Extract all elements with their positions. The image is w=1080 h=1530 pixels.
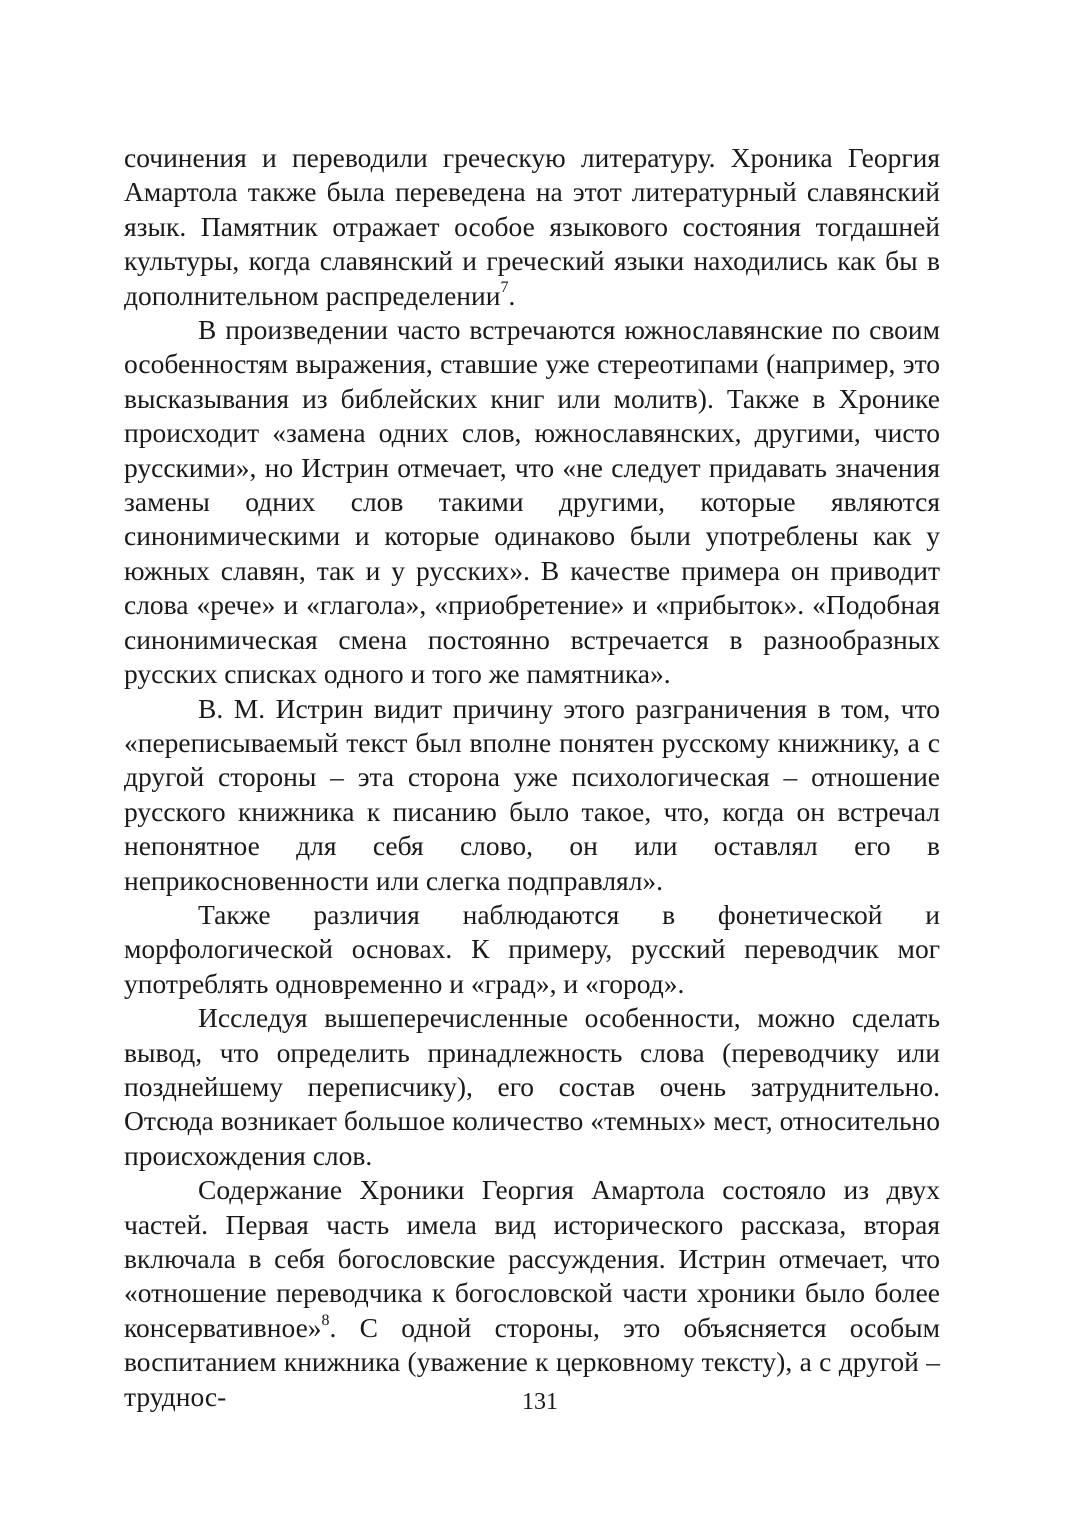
paragraph — [124, 692, 940, 898]
paragraph-text: Также различия наблюдаются в фонетической и морфологической основах. К примеру, русский переводчик мог употреблять одновременно и «град», и «город». — [124, 898, 940, 999]
paragraph — [124, 1001, 940, 1173]
footnote-marker: 8 — [321, 1311, 330, 1329]
paragraph-text: сочинения и переводили греческую литературу. Хроника Георгия Амартола также была переведена на этот литературный славянский язык. Памятник отражает особое языкового состояния тогдашней культуры, когда славянский и греческий языки находились как бы в дополнительном распределении — [124, 142, 940, 311]
paragraph-tail: . — [508, 279, 516, 311]
body-text — [124, 141, 940, 1414]
paragraph — [124, 141, 940, 313]
paragraph — [124, 313, 940, 691]
page-number: 131 — [522, 1389, 558, 1415]
paragraph — [124, 1173, 940, 1414]
paragraph-tail: . С одной стороны, это объясняется особым воспитанием книжника (уважение к церковному тексту), а с другой – труднос- — [124, 1311, 940, 1412]
footnote-marker: 7 — [500, 279, 509, 297]
paragraph-text: Исследуя вышеперечисленные особенности, можно сделать вывод, что определить принадлежность слова (переводчику или позднейшему переписчику), его состав очень затруднительно. Отсюда возникает большое количество «темных» мест, относительно происхождения слов. — [124, 1002, 940, 1171]
paragraph-text: В произведении часто встречаются южнославянские по своим особенностям выражения, ставшие уже стереотипами (например, это высказывания из библейских книг или молитв). Также в Хронике происходит «замена одних слов, южнославянских, другими, чисто русскими», но Истрин отмечает, что «не следует придавать значения замены одних слов такими другими, которые являются синонимическими и которые одинаково были употреблены как у южных славян, так и у русских». В качестве примера он приводит слова «рече» и «глагола», «приобретение» и «прибыток». «Подобная синонимическая смена постоянно встречается в разнообразных русских списках одного и того же памятника». — [124, 314, 940, 690]
paragraph-text: В. М. Истрин видит причину этого разграничения в том, что «переписываемый текст был вполне понятен русскому книжнику, а с другой стороны – эта сторона уже психологическая – отношение русского книжника к писанию было такое, что, когда он встречал непонятное для себя слово, он или оставлял его в неприкосновенности или слегка подправлял». — [124, 692, 940, 896]
paragraph — [124, 898, 940, 1001]
paragraph-text: Содержание Хроники Георгия Амартола состояло из двух частей. Первая часть имела вид исторического рассказа, вторая включала в себя богословские рассуждения. Истрин отмечает, что «отношение переводчика к богословской части хроники было более консервативное» — [124, 1174, 940, 1343]
